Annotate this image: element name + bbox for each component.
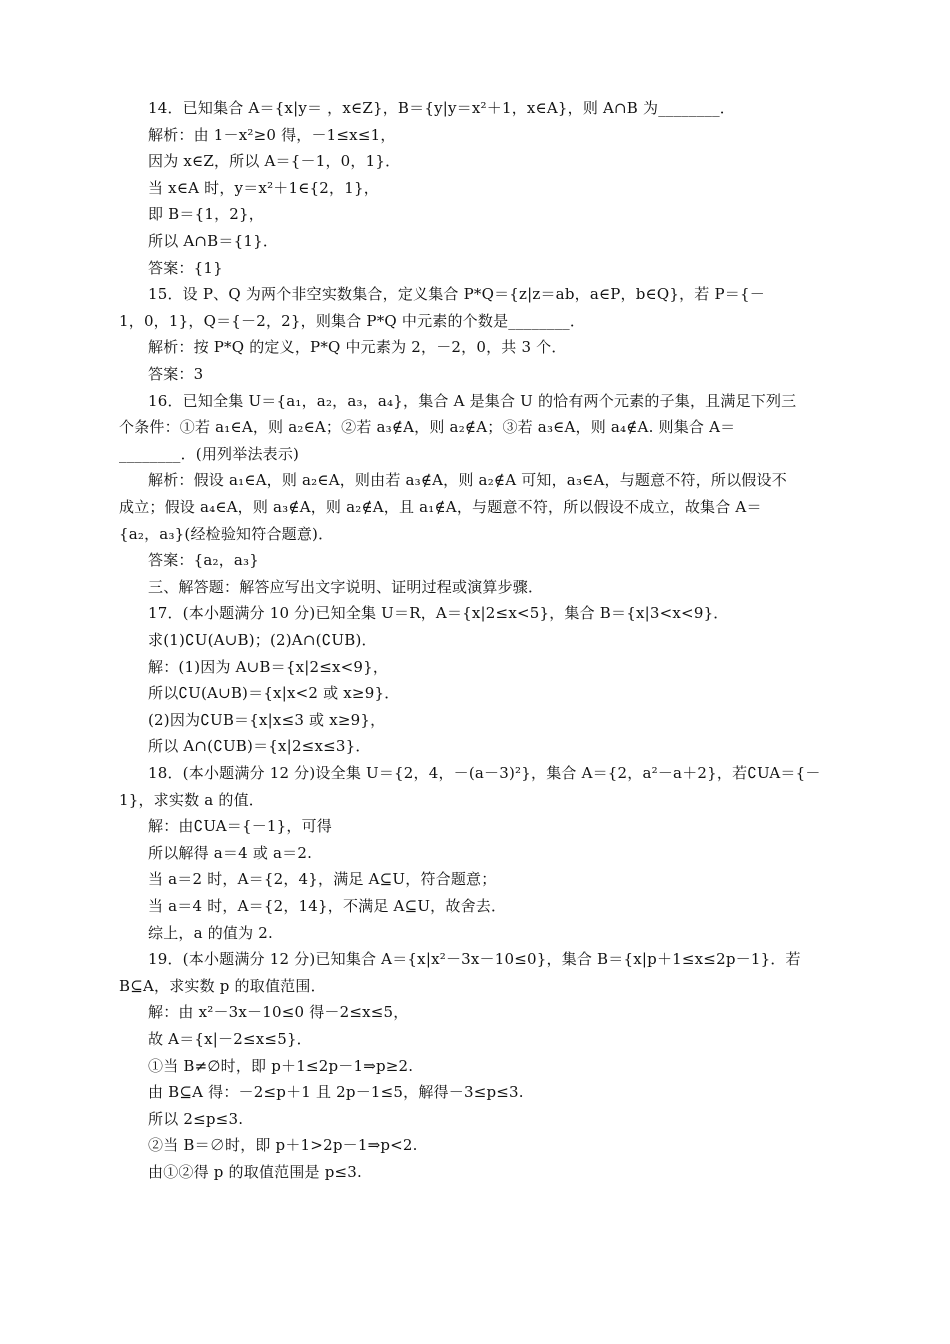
solution-line: 由 B⊆A 得：－2≤p＋1 且 2p－1≤5，解得－3≤p≤3. [148, 1083, 524, 1102]
solution-line: 由①②得 p 的取值范围是 p≤3. [148, 1163, 362, 1181]
solution-line: 解析：假设 a₁∈A，则 a₂∈A，则由若 a₃∉A，则 a₂∉A 可知，a₃∈A，与题意不符，所以假设不 [148, 471, 787, 490]
solution-line: ①当 B≠∅时，即 p＋1≤2p－1⇒p≥2. [148, 1056, 414, 1075]
solution-line: 解：(1)因为 A∪B＝{x|2≤x<9}， [148, 657, 389, 676]
question-line: 15．设 P、Q 为两个非空实数集合，定义集合 P*Q＝{z|z＝ab，a∈P，b∈Q}，若 P＝{－ [148, 285, 765, 304]
solution-line: 综上，a 的值为 2. [148, 923, 273, 942]
continuation-line: {a₂，a₃}(经检验知符合题意)． [119, 524, 334, 543]
continuation-line: 个条件：①若 a₁∈A，则 a₂∈A；②若 a₃∉A，则 a₂∉A；③若 a₃∈A，则 a₄∉A. 则集合 A＝ [119, 418, 736, 437]
question-line: 19．(本小题满分 12 分)已知集合 A＝{x|x²－3x－10≤0}，集合 B＝{x|p＋1≤x≤2p－1}．若 [148, 950, 801, 969]
continuation-line: B⊆A，求实数 p 的取值范围． [119, 976, 326, 995]
solution-line: 解：由 x²－3x－10≤0 得－2≤x≤5， [148, 1003, 409, 1022]
solution-line: 当 x∈A 时，y＝x²＋1∈{2，1}， [148, 178, 379, 197]
solution-line: 所以解得 a＝4 或 a＝2. [148, 843, 313, 862]
continuation-line: 成立；假设 a₄∈A，则 a₃∉A，则 a₂∉A，且 a₁∉A，与题意不符，所以假设不成立，故集合 A＝ [119, 498, 762, 516]
continuation-line: 1}，求实数 a 的值． [119, 790, 264, 809]
solution-line: (2)因为∁UB＝{x|x≤3 或 x≥9}， [148, 710, 386, 729]
solution-line: 即 B＝{1，2}， [148, 205, 264, 224]
continuation-line: ________．(用列举法表示) [119, 444, 300, 463]
solution-line: 所以 2≤p≤3. [148, 1109, 244, 1128]
solution-line: 答案：3 [148, 365, 204, 383]
question-line: 16．已知全集 U＝{a₁，a₂，a₃，a₄}，集合 A 是集合 U 的恰有两个元素的子集，且满足下列三 [148, 391, 797, 410]
solution-line: 所以 A∩(∁UB)＝{x|2≤x≤3}． [148, 737, 371, 756]
continuation-line: 1，0，1}，Q＝{－2，2}，则集合 P*Q 中元素的个数是________． [119, 311, 586, 330]
solution-line: 因为 x∈Z，所以 A＝{－1，0，1}． [148, 152, 401, 171]
question-line: 17．(本小题满分 10 分)已知全集 U＝R，A＝{x|2≤x<5}，集合 B＝{x|3<x<9}． [148, 604, 729, 623]
solution-line: 求(1)∁U(A∪B)；(2)A∩(∁UB)． [148, 631, 377, 649]
solution-line: 解：由∁UA＝{－1}，可得 [148, 817, 332, 836]
solution-line: 当 a＝2 时，A＝{2，4}，满足 A⊆U，符合题意； [148, 870, 497, 889]
solution-line: 当 a＝4 时，A＝{2，14}，不满足 A⊆U，故舍去． [148, 897, 507, 915]
solution-line: 答案：{a₂，a₃} [148, 551, 259, 570]
solution-line: 解析：按 P*Q 的定义，P*Q 中元素为 2，－2，0，共 3 个． [148, 338, 567, 357]
solution-line: ②当 B＝∅时，即 p＋1>2p－1⇒p<2. [148, 1136, 418, 1155]
solution-line: 答案：{1} [148, 258, 223, 277]
question-line: 14．已知集合 A＝{x|y＝ ，x∈Z}，B＝{y|y＝x²＋1，x∈A}，则 A∩B 为________． [148, 99, 736, 117]
question-line: 18．(本小题满分 12 分)设全集 U＝{2，4，－(a－3)²}，集合 A＝{2，a²－a＋2}，若∁UA＝{－ [148, 764, 821, 782]
solution-line: 所以 A∩B＝{1}． [148, 232, 279, 250]
solution-line: 所以∁U(A∪B)＝{x|x<2 或 x≥9}． [148, 684, 400, 703]
solution-line: 故 A＝{x|－2≤x≤5}． [148, 1030, 312, 1048]
solution-line: 三、解答题：解答应写出文字说明、证明过程或演算步骤． [148, 577, 544, 596]
solution-line: 解析：由 1－x²≥0 得，－1≤x≤1， [148, 125, 396, 144]
